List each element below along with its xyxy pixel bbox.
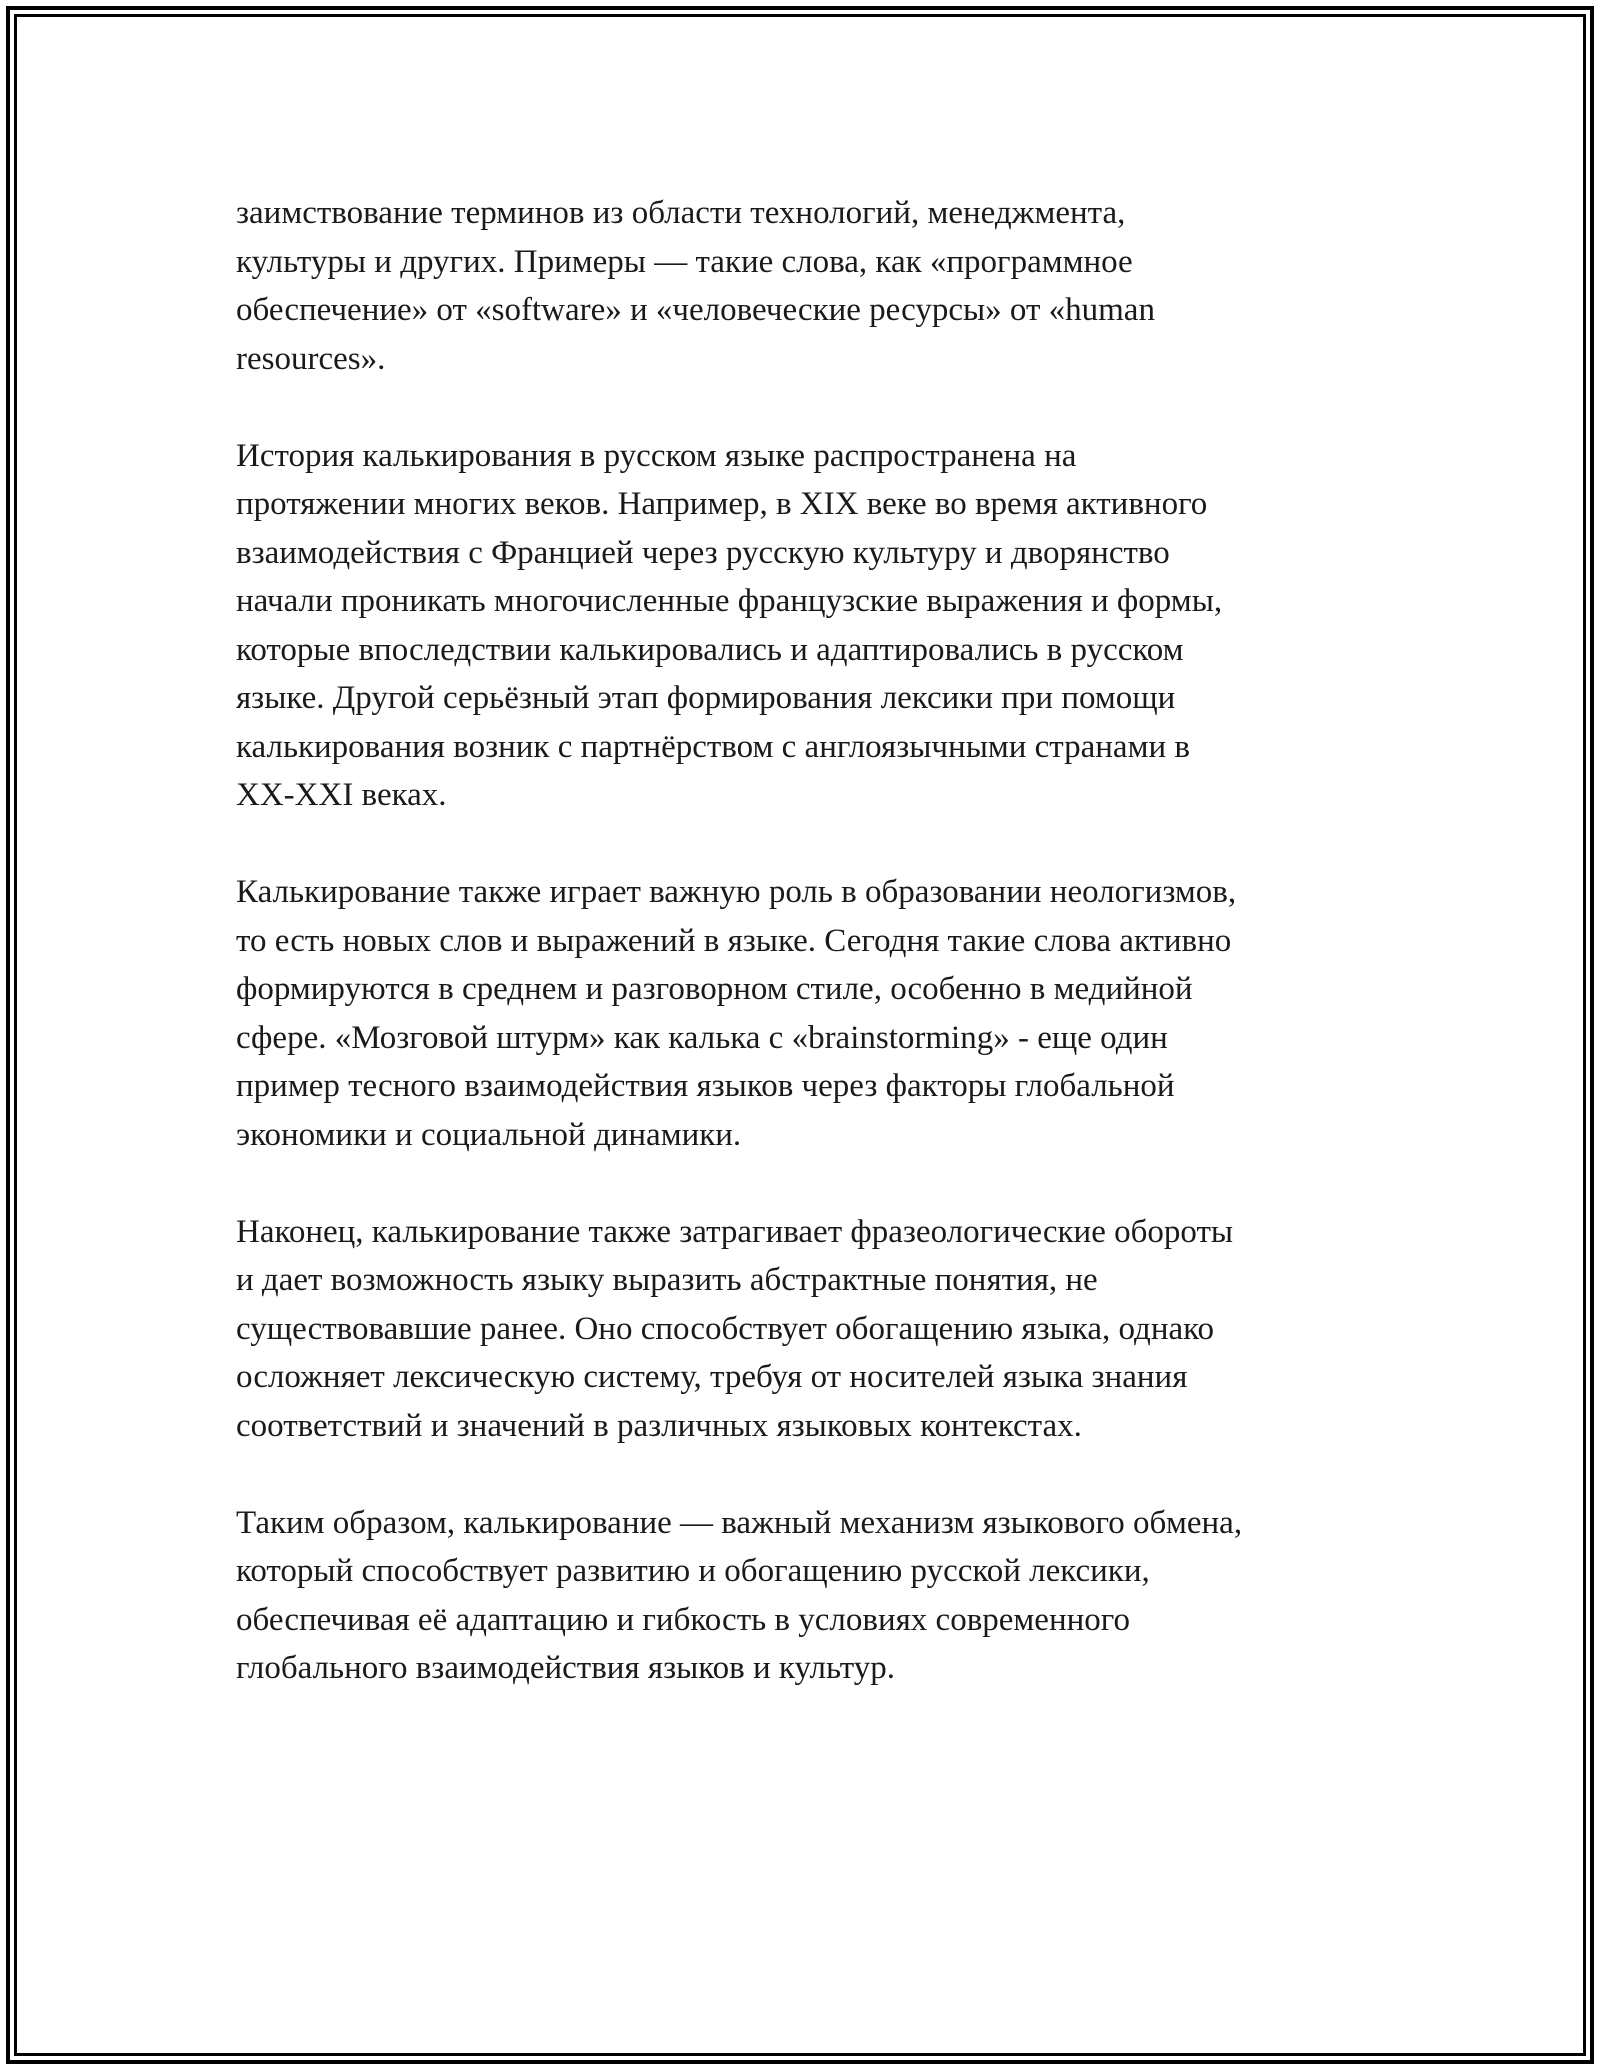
paragraph-2 — [236, 432, 1416, 820]
text-line: История калькирования в русском языке распространена на — [236, 437, 1077, 474]
paragraph-3 — [236, 868, 1416, 1159]
text-line: и дает возможность языку выразить абстрактные понятия, не — [236, 1262, 1098, 1298]
paragraph-1 — [236, 189, 1416, 383]
text-line: Наконец, калькирование также затрагивает фразеологические обороты — [236, 1213, 1234, 1250]
text-line: пример тесного взаимодействия языков через факторы глобальной — [236, 1068, 1175, 1104]
text-line: протяжении многих веков. Например, в XIX веке во время активного — [236, 486, 1208, 522]
text-line: сфере. «Мозговой штурм» как калька с «brainstorming» - еще один — [236, 1019, 1168, 1056]
text-line: Таким образом, калькирование — важный механизм языкового обмена, — [236, 1504, 1243, 1541]
text-line: XX-XXI веках. — [236, 777, 447, 813]
text-line: языке. Другой серьёзный этап формирования лексики при помощи — [236, 680, 1176, 716]
text-line: калькирования возник с партнёрством с англоязычными странами в — [236, 728, 1190, 765]
text-line: начали проникать многочисленные французские выражения и формы, — [236, 583, 1223, 619]
text-line: культуры и других. Примеры — такие слова, как «программное — [236, 243, 1133, 280]
text-line: обеспечение» от «software» и «человеческие ресурсы» от «human — [236, 292, 1155, 328]
text-line: которые впоследствии калькировались и адаптировались в русском — [236, 631, 1184, 668]
text-line: взаимодействия с Францией через русскую культуру и дворянство — [236, 534, 1170, 571]
text-line: обеспечивая её адаптацию и гибкость в условиях современного — [236, 1601, 1130, 1638]
text-line: осложняет лексическую систему, требуя от носителей языка знания — [236, 1359, 1188, 1395]
paragraph-5 — [236, 1499, 1416, 1693]
text-line: то есть новых слов и выражений в языке. Сегодня такие слова активно — [236, 922, 1232, 959]
paragraph-4 — [236, 1208, 1416, 1451]
text-line: соответствий и значений в различных языковых контекстах. — [236, 1407, 1082, 1444]
text-line: существовавшие ранее. Оно способствует обогащению языка, однако — [236, 1310, 1214, 1347]
text-line: Калькирование также играет важную роль в образовании неологизмов, — [236, 874, 1237, 910]
text-line: экономики и социальной динамики. — [236, 1116, 742, 1153]
text-line: resources». — [236, 340, 386, 377]
text-line: заимствование терминов из области технологий, менеджмента, — [236, 195, 1126, 231]
document-body — [236, 189, 1416, 1741]
text-line: глобального взаимодействия языков и культур. — [236, 1650, 895, 1686]
text-line: который способствует развитию и обогащению русской лексики, — [236, 1553, 1150, 1589]
text-line: формируются в среднем и разговорном стиле, особенно в медийной — [236, 971, 1193, 1007]
